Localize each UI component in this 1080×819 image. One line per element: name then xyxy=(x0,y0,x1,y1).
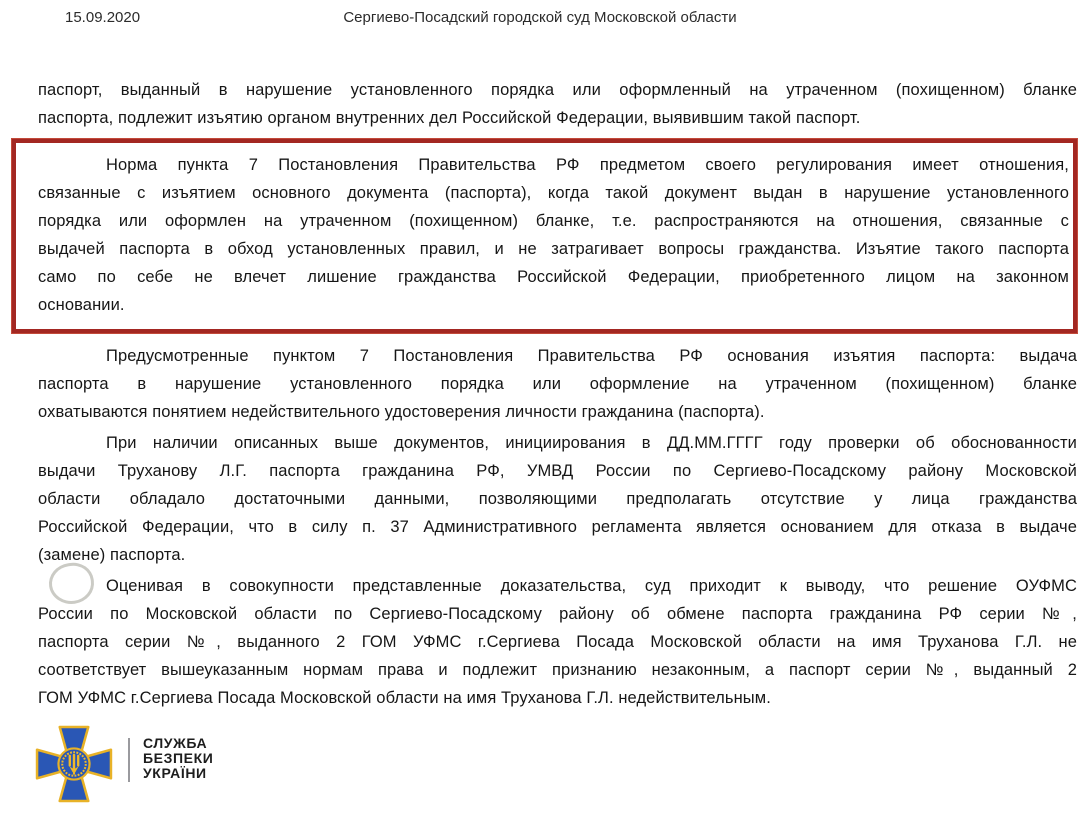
highlighted-paragraph xyxy=(12,139,1077,333)
paragraph xyxy=(38,76,1077,132)
text-line: России по Московской области по Сергиево-Посадскому району об обмене паспорта гражданина РФ серии №, xyxy=(38,605,1077,623)
paragraph xyxy=(38,429,1077,569)
sbu-cross-emblem xyxy=(32,718,116,810)
text-line: При наличии описанных выше документов, инициирования в ДД.ММ.ГГГГ году проверки об обоснованности xyxy=(106,434,1077,452)
paragraph xyxy=(38,342,1077,426)
text-line: выдачи Труханову Л.Г. паспорта гражданина РФ, УМВД России по Сергиево-Посадскому району Московской xyxy=(38,462,1077,480)
org-name xyxy=(143,736,213,781)
text-line: основании. xyxy=(38,296,125,314)
document-date: 15.09.2020 xyxy=(65,9,141,26)
org-name-line: СЛУЖБА xyxy=(143,735,208,751)
document-header xyxy=(0,0,1080,30)
org-name-line: БЕЗПЕКИ xyxy=(143,750,214,766)
sbu-logo xyxy=(32,718,213,810)
text-line: Российской Федерации, что в силу п. 37 Административного регламента является основанием для отказа в выдаче xyxy=(38,518,1077,536)
text-line: (замене) паспорта. xyxy=(38,546,186,564)
text-line: соответствует вышеуказанным нормам права и подлежит признанию незаконным, а паспорт серии №, выданный 2 xyxy=(38,661,1077,679)
text-line: паспорта, подлежит изъятию органом внутренних дел Российской Федерации, выявившим такой паспорт. xyxy=(38,109,861,127)
court-title: Сергиево-Посадский городской суд Московской области xyxy=(343,9,737,26)
text-line: области обладало достаточными данными, позволяющими предполагать отсутствие у лица гражданства xyxy=(38,490,1077,508)
logo-divider xyxy=(128,738,130,782)
document-body xyxy=(0,76,1080,712)
text-line: паспорта в нарушение установленного порядка или оформление на утраченном (похищенном) бланке xyxy=(38,375,1077,393)
text-line: Оценивая в совокупности представленные доказательства, суд приходит к выводу, что решение ОУФМС xyxy=(106,577,1077,595)
text-line: охватываются понятием недействительного удостоверения личности гражданина (паспорта). xyxy=(38,403,765,421)
text-line: Предусмотренные пунктом 7 Постановления Правительства РФ основания изъятия паспорта: выдача xyxy=(106,347,1077,365)
text-line: Норма пункта 7 Постановления Правительства РФ предметом своего регулирования имеет отношения, xyxy=(106,156,1069,174)
org-name-line: УКРАЇНИ xyxy=(143,765,207,781)
text-line: порядка или оформлен на утраченном (похищенном) бланке, т.е. распространяются на отношения, связанные с xyxy=(38,212,1069,230)
text-line: ГОМ УФМС г.Сергиева Посада Московской области на имя Труханова Г.Л. недействительным. xyxy=(38,689,771,707)
text-line: связанные с изъятием основного документа (паспорта), когда такой документ выдан в нарушение установленного xyxy=(38,184,1069,202)
text-line: выдачей паспорта в обход установленных правил, и не затрагивает вопросы гражданства. Изъятие такого паспорта xyxy=(38,240,1069,258)
paragraph xyxy=(38,572,1077,712)
text-line: паспорта серии №, выданного 2 ГОМ УФМС г.Сергиева Посада Московской области на имя Труханова Г.Л. не xyxy=(38,633,1077,651)
text-line: паспорт, выданный в нарушение установленного порядка или оформленный на утраченном (похищенном) бланке xyxy=(38,81,1077,99)
text-line: само по себе не влечет лишение гражданства Российской Федерации, приобретенного лицом на законном xyxy=(38,268,1069,286)
